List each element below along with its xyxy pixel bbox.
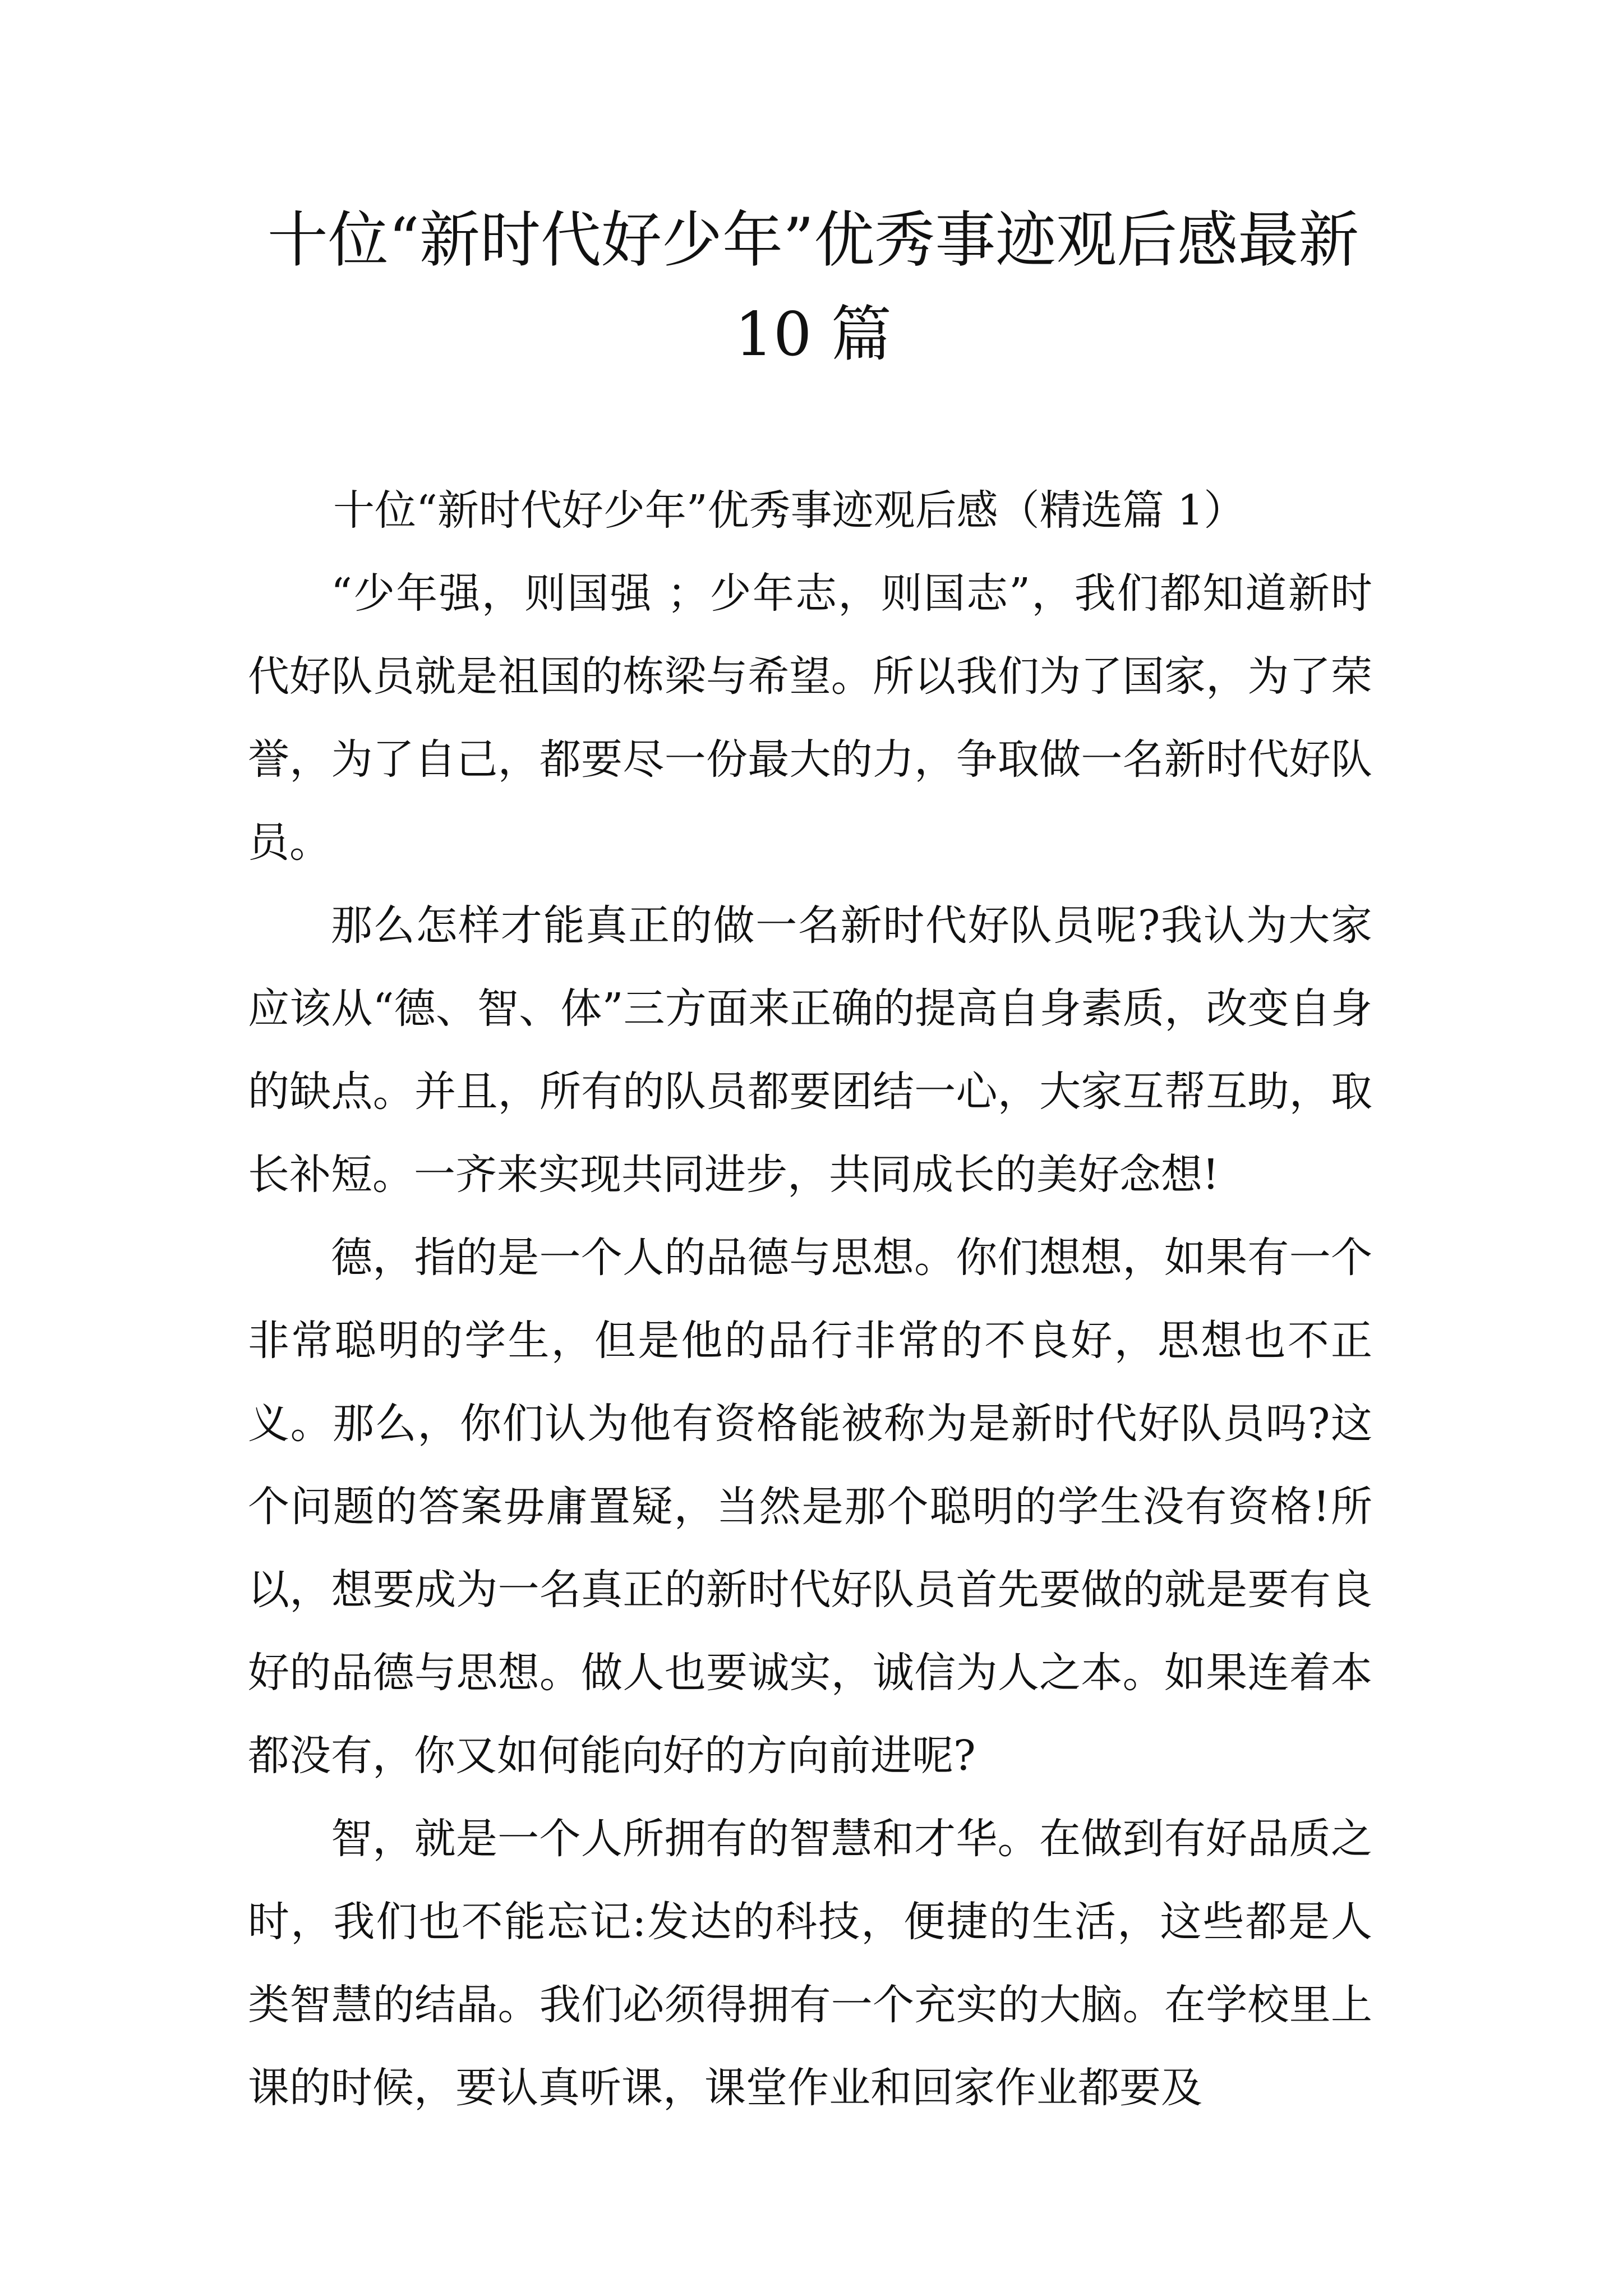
paragraph-4: 智，就是一个人所拥有的智慧和才华。在做到有好品质之时，我们也不能忘记:发达的科技，便捷的生活，这些都是人类智慧的结晶。我们必须得拥有一个充实的大脑。在学校里上课的时候，要认真听课，课堂作业和回家作业都要及 [248, 1815, 1372, 2112]
document-body [248, 469, 1372, 2129]
document-title [241, 194, 1385, 382]
paragraph-2: 那么怎样才能真正的做一名新时代好队员呢?我认为大家应该从“德、智、体”三方面来正确的提高自身素质，改变自身的缺点。并且，所有的队员都要团结一心，大家互帮互助，取长补短。一齐来实现共同进步，共同成长的美好念想! [248, 901, 1372, 1199]
document-title-line-1: 十位“新时代好少年”优秀事迹观后感最新 [267, 205, 1359, 275]
paragraph-3: 德，指的是一个人的品德与思想。你们想想，如果有一个非常聪明的学生，但是他的品行非常的不良好，思想也不正义。那么，你们认为他有资格能被称为是新时代好队员吗?这个问题的答案毋庸置疑，当然是那个聪明的学生没有资格!所以，想要成为一名真正的新时代好队员首先要做的就是要有良好的品德与思想。做人也要诚实，诚信为人之本。如果连着本都没有，你又如何能向好的方向前进呢? [248, 1234, 1372, 1780]
paragraph-1: “少年强，则国强 ；少年志，则国志”，我们都知道新时代好队员就是祖国的栋梁与希望。所以我们为了国家，为了荣誉，为了自己，都要尽一份最大的力，争取做一名新时代好队员。 [248, 569, 1372, 867]
section-subtitle: 十位“新时代好少年”优秀事迹观后感（精选篇 1） [333, 486, 1246, 535]
document-title-line-2: 10 篇 [735, 300, 892, 370]
